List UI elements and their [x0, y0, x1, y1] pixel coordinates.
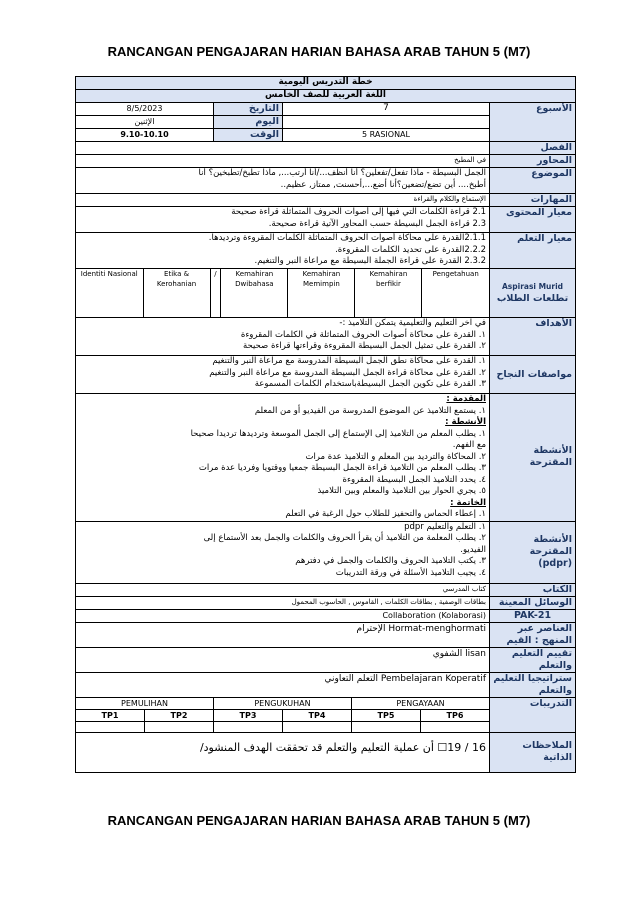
values-value: Hormat-menghormati الإحترام	[76, 622, 490, 647]
page-footer: RANCANGAN PENGAJARAN HARIAN BAHASA ARAB TAHUN 5 (M7)	[107, 813, 531, 828]
tp-level: TP4	[283, 709, 352, 721]
time-value: 9.10-10.10	[76, 129, 214, 142]
tp-group-reinforcement: PENGUKUHAN	[214, 697, 352, 709]
assessment-label: تقييم التعليم والتعلم	[490, 647, 576, 672]
strategy-value: Pembelajaran Koperatif التعلم التعاوني	[76, 672, 490, 697]
tp-level: TP1	[76, 709, 145, 721]
lesson-plan-table	[75, 76, 576, 773]
book-value: كتاب المدرسي	[76, 583, 490, 596]
day-value: الإثنين	[76, 116, 214, 129]
theme-label: المحاور	[490, 155, 576, 168]
aspiration-grid	[76, 269, 489, 317]
tp-label: التدريبات	[490, 697, 576, 732]
pak21-value: Collaboration (Kolaborasi)	[76, 609, 490, 622]
theme-value: في المطبخ	[76, 155, 490, 168]
aspiration-item: Kemahiran Memimpin	[288, 269, 355, 317]
aspiration-item: Etika & Kerohanian	[143, 269, 210, 317]
pdpr-activities-value: ١. التعلم والتعليم pdpr ٢. يطلب المعلمة من التلاميذ أن يقرأ الحروف والكلمات والجمل بعد الأستماع إلى الفيديو. ٣. يكتب التلاميذ الحروف والكلمات والجمل في دفترهم ٤. يجيب التلاميذ الأسئلة في ورقة التدريبات	[76, 521, 490, 583]
aspiration-item: Kemahiran Dwibahasa	[221, 269, 288, 317]
date-label: التاريخ	[214, 103, 283, 116]
class-value: 5 RASIONAL	[283, 129, 490, 142]
activities-value: المقدمة : ١. يستمع التلاميذ عن الموضوع المدروسة من الفيديو أو من المعلم الأنشطة : ١. يطلب المعلم من التلاميذ إلى الإستماع إلى الجمل الموسعة وترديدها ترديدا صحيحا مع الفهم. ٢. المحاكاة والترديد بين المعلم و التلاميذ عدة مرات ٣. يطلب المعلم من التلاميذ قراءة الجمل البسيطة جمعيا ووقتويا وفرديا عدة مرات ٤. يحدد التلاميذ الجمل البسيطة المقروءة ٥. يجري الحوار بين التلاميذ والمعلم وبين التلاميذ الخاتمة : ١. إعطاء الحماس والتحفيز للطلاب حول الرغبة في التعلم	[76, 394, 490, 522]
date-value: 8/5/2023	[76, 103, 214, 116]
reflection-label: الملاحظات الذاتية	[490, 732, 576, 772]
tp-group-remedial: PEMULIHAN	[76, 697, 214, 709]
pak21-label: PAK-21	[490, 609, 576, 622]
tp-group-enrichment: PENGAYAAN	[352, 697, 490, 709]
skills-value: الإستماع والكلام والقراءة	[76, 194, 490, 207]
tp-level: TP2	[145, 709, 214, 721]
content-standard-value: 2.1 قراءة الكلمات التي فيها إلى أصوات الحروف المتماثلة قراءة صحيحة 2.3 قراءة الجمل البسيطة حسب المحاور الآتية قراءة صحيحة.	[76, 207, 490, 233]
book-label: الكتاب	[490, 583, 576, 596]
day-label: اليوم	[214, 116, 283, 129]
success-criteria-label: مواصفات النجاح	[490, 356, 576, 394]
topic-value: الجمل البسيطة - ماذا تفعل/تفعلين؟ أنا أنظف.../أنا أرتب..., ماذا تطبخ/تطبخين؟ أنا أطبخ.... أين تضع/تضعين؟أنا أضع...,أحسنت, ممتاز, عظيم..	[76, 168, 490, 194]
tp-level: TP6	[421, 709, 490, 721]
reflection-value: 16 / 19☐ أن عملية التعليم والتعلم قد تحققت الهدف المنشود/	[76, 732, 490, 772]
learning-standard-value: 2.1.1القدرة على محاكاة أصوات الحروف المتماثلة الكلمات المقروءة وترديدها. 2.2.2القدرة على تحديد الكلمات المقروءة. 2.3.2 القدرة على قراءة الجملة البسيطة مع مراعاة النبر والتنغيم.	[76, 233, 490, 269]
teaching-aids-value: بطاقات الوصفية , بطاقات الكلمات , القاموس , الحاسوب المحمول	[76, 596, 490, 609]
skills-label: المهارات	[490, 194, 576, 207]
teaching-aids-label: الوسائل المعينة	[490, 596, 576, 609]
strategy-label: ستراتيجيا التعليم والتعلم	[490, 672, 576, 697]
values-label: العناصر عبر المنهج : القيم	[490, 622, 576, 647]
page-header: RANCANGAN PENGAJARAN HARIAN BAHASA ARAB TAHUN 5 (M7)	[107, 44, 531, 59]
aspiration-item: Pengetahuan	[422, 269, 489, 317]
aspiration-check-mark: /	[210, 269, 221, 317]
aspiration-label: Aspirasi Murid تطلعات الطلاب	[490, 269, 576, 318]
class-label: الفصل	[490, 142, 576, 155]
assessment-value: lisan الشفوي	[76, 647, 490, 672]
topic-label: الموضوع	[490, 168, 576, 194]
time-label: الوقت	[214, 129, 283, 142]
lesson-plan-sheet	[75, 76, 575, 773]
aspiration-item: Kemahiran berfikir	[355, 269, 422, 317]
content-standard-label: معيار المحتوى	[490, 207, 576, 233]
tp-level: TP5	[352, 709, 421, 721]
plan-subtitle: اللغة العربية للصف الخامس	[76, 90, 576, 103]
week-label: الأسبوع	[490, 103, 576, 142]
plan-title: خطة التدريس اليومية	[76, 77, 576, 90]
week-value: 7	[283, 103, 490, 116]
pdpr-activities-label: الأنشطة المقترحة (pdpr)	[490, 521, 576, 583]
activities-label: الأنشطة المقترحة	[490, 394, 576, 522]
success-criteria-value: ١. القدرة على محاكاة نطق الجمل البسيطة المدروسة مع مراعاة النبر والتنغيم ٢. القدرة على محاكاة قراءة الجمل البسيطة المدروسة مع مراعاة النبر والتنغيم ٣. القدرة على تكوين الجمل البسيطةباستخدام الكلمات المسموعة	[76, 356, 490, 394]
tp-level: TP3	[214, 709, 283, 721]
aspiration-item: Identiti Nasional	[76, 269, 143, 317]
objectives-value: في آخر التعليم والتعليمية يتمكن التلاميذ :- ١. القدرة على محاكاة أصوات الحروف المتماثلة في الكلمات المقروءة ٢. القدرة على تمثيل الجمل البسيطة المقروءة وقراءتها قراءة صحيحة	[76, 318, 490, 356]
learning-standard-label: معيار التعلم	[490, 233, 576, 269]
objectives-label: الأهداف	[490, 318, 576, 356]
